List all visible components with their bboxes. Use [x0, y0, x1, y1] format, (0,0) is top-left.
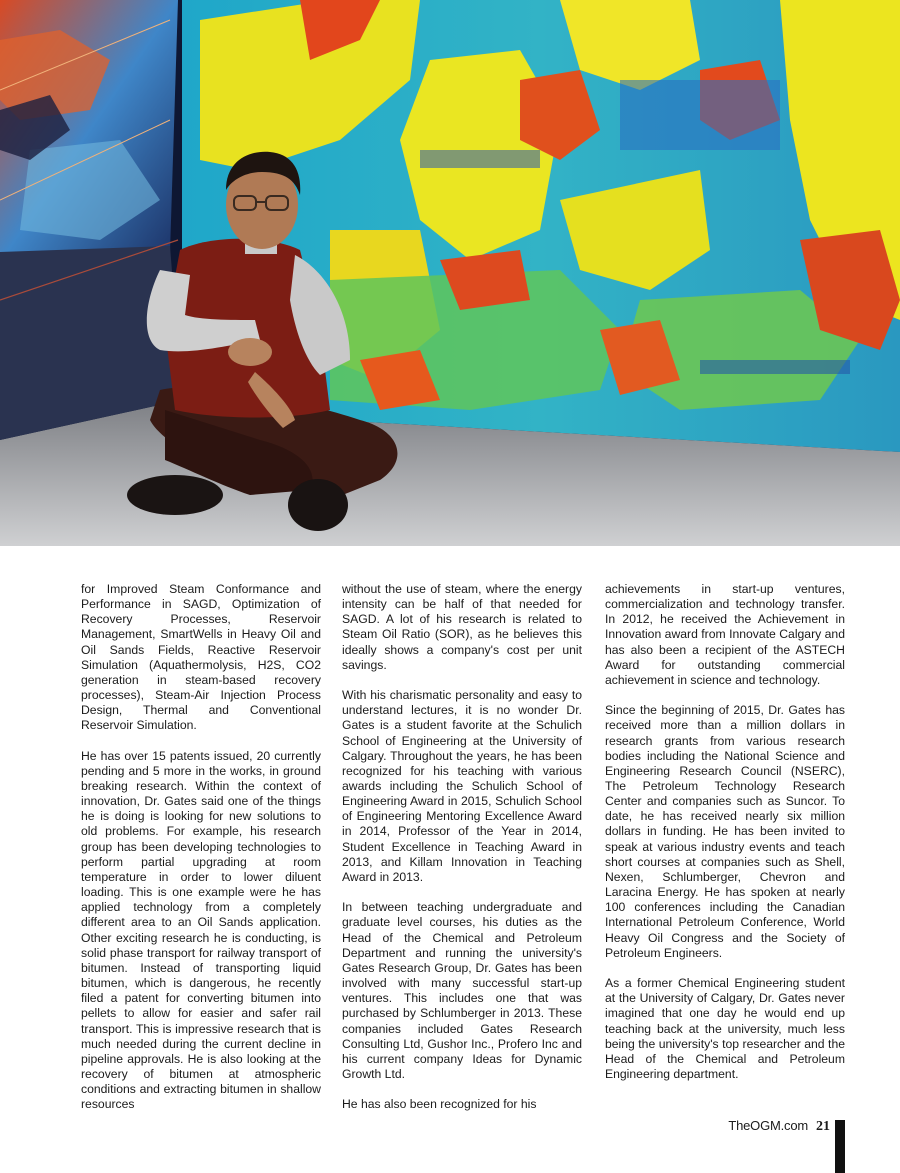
- article-paragraph: without the use of steam, where the energy intensity can be half of that needed for SAGD. A lot of his research is related to Steam Oil Ratio (SOR), as he believes this ideally shows a company's cost per unit savings.: [342, 582, 582, 672]
- article-paragraph: In between teaching undergraduate and graduate level courses, his duties as the Head of the Chemical and Petroleum Department and running the university's Gates Research Group, Dr. Gates has been involved with many successful start-up ventures. This includes one that was purchased by Schlumberger in 2013. These companies included Gates Research Consulting Ltd, Gushor Inc., Profero Inc and his current company Ideas for Dynamic Growth Ltd.: [342, 900, 582, 1081]
- article-paragraph: for Improved Steam Conformance and Performance in SAGD, Optimization of Recovery Processes, Reservoir Management, SmartWells in Heavy Oil and Oil Sands Fields, Reactive Reservoir Simulation (Aquathermolysis, H2S, CO2 generation in steam-based recovery processes), Steam-Air Injection Process Design, Thermal and Conventional Reservoir Simulation.: [81, 582, 321, 733]
- article-paragraph: With his charismatic personality and easy to understand lectures, it is no wonder Dr. Gates is a student favorite at the Schulich School of Engineering at the University of Calgary. Throughout the years, he has been recognized for his teaching with various awards including the Schulich School of Engineering Award in 2015, Schulich School of Engineering Mentoring Excellence Award in 2014, Professor of the Year in 2014, Student Excellence in Teaching Award in 2013, and Killam Innovation in Teaching Award in 2013.: [342, 688, 582, 884]
- page-number: 21: [816, 1119, 830, 1134]
- page-footer: [728, 1118, 830, 1135]
- researcher-photo: [0, 0, 900, 546]
- article-paragraph: achievements in start-up ventures, commercialization and technology transfer. In 2012, he received the Achievement in Innovation award from Innovate Calgary and has also been a recipient of the ASTECH Award for outstanding commercial achievement in science and technology.: [605, 582, 845, 687]
- article-column-3: [605, 582, 845, 1082]
- article-paragraph: Since the beginning of 2015, Dr. Gates has received more than a million dollars in research grants from various research bodies including the National Science and Engineering Research Council (NSERC), The Petroleum Technology Research Center and companies such as Suncor. To date, he has received nearly six million dollars in funding. He has been invited to speak at various industry events and teach short courses at companies such as Shell, Nexen, Schlumberger, Chevron and Laracina Energy. He has spoken at nearly 100 conferences including the Canadian International Petroleum Conference, World Heavy Oil Congress and the Society of Petroleum Engineers.: [605, 703, 845, 960]
- footer-bar: [835, 1120, 845, 1173]
- site-name[interactable]: TheOGM.com: [728, 1118, 808, 1133]
- article-paragraph: As a former Chemical Engineering student at the University of Calgary, Dr. Gates never imagined that one day he would end up teaching back at the university, much less being the university's top researcher and the Head of the Chemical and Petroleum Engineering department.: [605, 976, 845, 1081]
- article-paragraph: He has also been recognized for his: [342, 1097, 537, 1112]
- article-paragraph: He has over 15 patents issued, 20 currently pending and 5 more in the works, in ground breaking research. Within the context of innovation, Dr. Gates said one of the things he is doing is looking for new solutions to old problems. For example, his research group has been developing technologies to perform partial upgrading at room temperature in order to lower diluent loading. This is one example were he has applied technology from a completely different area to an Oil Sands application. Other exciting research he is conducting, is solid phase transport for railway transport of bitumen. Instead of transporting liquid bitumen, which is dangerous, he recently filed a patent for converting bitumen into pellets to allow for easier and safer rail transport. This is impressive research that is much needed during the current decline in pipeline approvals. He is also looking at the recovery of bitumen at atmospheric conditions and extracting bitumen in shallow resources: [81, 748, 321, 1112]
- article-column-2: [342, 582, 582, 1112]
- article-column-1: [81, 582, 321, 1112]
